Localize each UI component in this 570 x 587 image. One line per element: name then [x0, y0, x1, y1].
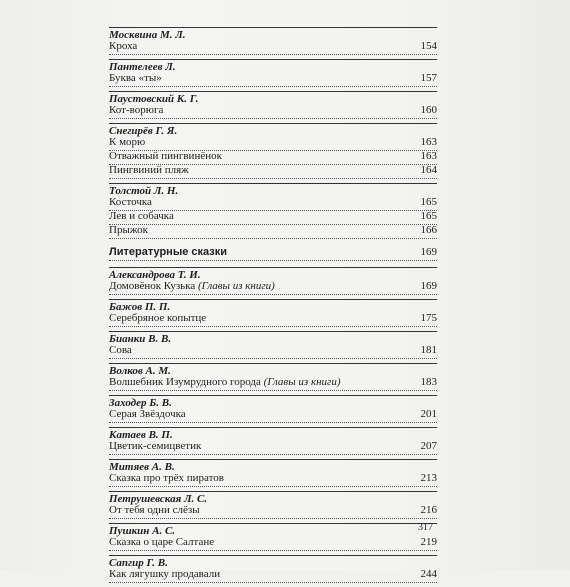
author-group: [109, 555, 437, 583]
table-of-contents: [109, 27, 437, 587]
entry-title-line: [109, 72, 162, 85]
entry-title-line: [109, 312, 206, 325]
author-name: Сапгир Г. В.: [109, 555, 437, 569]
toc-entry: [109, 211, 437, 225]
author-name: Митяев А. В.: [109, 459, 437, 473]
toc-entry: [109, 225, 437, 239]
author-name: Александрова Т. И.: [109, 267, 437, 281]
entry-title-line: [109, 344, 132, 357]
entry-title: Как лягушку продавали: [109, 568, 221, 580]
entry-note: (Главы из книги): [198, 280, 275, 292]
author-group: [109, 459, 437, 487]
entry-page: 163: [420, 136, 437, 148]
entry-title: Цветик-семицветик: [109, 440, 202, 452]
toc-entry: [109, 281, 437, 295]
entry-title-line: [109, 280, 275, 293]
entry-title-line: [109, 136, 145, 149]
entry-title-line: [109, 196, 152, 209]
author-name: Бажов П. П.: [109, 299, 437, 313]
entry-title: Серая Звёздочка: [109, 408, 186, 420]
entry-page: 175: [420, 312, 437, 324]
entry-title-line: [109, 440, 201, 453]
toc-top-groups: [109, 27, 437, 239]
author-group: [109, 395, 437, 423]
entry-page: 154: [420, 40, 437, 52]
author-name: Пушкин А. С.: [109, 523, 437, 537]
entry-title: Прыжок: [109, 224, 149, 236]
author-group: [109, 491, 437, 519]
entry-title-line: [109, 104, 163, 117]
author-group: [109, 363, 437, 391]
toc-entry: [109, 105, 437, 119]
author-name: Заходер Б. В.: [109, 395, 437, 409]
toc-entry: [109, 41, 437, 55]
entry-page: 166: [420, 224, 437, 236]
author-group: [109, 91, 437, 119]
entry-title: Серебряное копытце: [109, 312, 207, 324]
entry-title-line: [109, 408, 186, 421]
entry-title: Сказка про трёх пиратов: [109, 472, 224, 484]
author-group: [109, 331, 437, 359]
toc-entry: [109, 137, 437, 151]
entry-page: 169: [420, 280, 437, 292]
entry-title-line: [109, 536, 214, 549]
entry-title: Пингвиний пляж: [109, 164, 189, 176]
toc-entry: [109, 151, 437, 165]
toc-entry: [109, 345, 437, 359]
entry-page: 164: [420, 164, 437, 176]
author-name: Москвина М. Л.: [109, 27, 437, 41]
author-name: Бианки В. В.: [109, 331, 437, 345]
entry-title-line: [109, 224, 148, 237]
entry-title: Буква «ты»: [109, 72, 162, 84]
author-group: [109, 299, 437, 327]
entry-page: 160: [420, 104, 437, 116]
toc-entry: [109, 505, 437, 519]
entry-title: Волшебник Изумрудного города: [109, 376, 261, 388]
toc-entry: [109, 569, 437, 583]
section-title: Литературные сказки: [109, 246, 227, 258]
entry-title: Кот-ворюга: [109, 104, 164, 116]
entry-title-line: [109, 40, 137, 53]
toc-bottom-groups: [109, 267, 437, 583]
author-name: Снегирёв Г. Я.: [109, 123, 437, 137]
section-heading: [109, 247, 437, 261]
page-number: 317: [418, 522, 433, 533]
entry-page: 163: [420, 150, 437, 162]
author-group: [109, 183, 437, 239]
entry-title: Косточка: [109, 196, 152, 208]
entry-title: Отважный пингвинёнок: [109, 150, 222, 162]
entry-title-line: [109, 376, 341, 389]
entry-page: 216: [420, 504, 437, 516]
toc-entry: [109, 197, 437, 211]
toc-entry: [109, 537, 437, 551]
entry-page: 183: [420, 376, 437, 388]
entry-title: От тебя одни слёзы: [109, 504, 200, 516]
entry-page: 213: [420, 472, 437, 484]
author-name: Пантелеев Л.: [109, 59, 437, 73]
entry-page: 207: [420, 440, 437, 452]
toc-entry: [109, 165, 437, 179]
entry-title: Кроха: [109, 40, 138, 52]
toc-entry: [109, 73, 437, 87]
author-group: [109, 27, 437, 55]
entry-title: К морю: [109, 136, 146, 148]
author-group: [109, 267, 437, 295]
entry-title: Лев и собачка: [109, 210, 174, 222]
toc-entry: [109, 473, 437, 487]
author-name: Катаев В. П.: [109, 427, 437, 441]
entry-page: 165: [420, 210, 437, 222]
entry-note: (Главы из книги): [263, 376, 341, 388]
section-page: 169: [420, 246, 437, 258]
author-group: [109, 427, 437, 455]
author-group: [109, 59, 437, 87]
entry-title: Домовёнок Кузька: [109, 280, 196, 292]
author-name: Паустовский К. Г.: [109, 91, 437, 105]
entry-title-line: [109, 164, 189, 177]
entry-page: 219: [420, 536, 437, 548]
toc-entry: [109, 441, 437, 455]
entry-page: 165: [420, 196, 437, 208]
author-name: Толстой Л. Н.: [109, 183, 437, 197]
entry-page: 201: [420, 408, 437, 420]
entry-title-line: [109, 504, 200, 517]
entry-page: 244: [420, 568, 437, 580]
author-name: Волков А. М.: [109, 363, 437, 377]
author-group: [109, 123, 437, 179]
entry-page: 157: [420, 72, 437, 84]
entry-title-line: [109, 472, 224, 485]
author-name: Петрушевская Л. С.: [109, 491, 437, 505]
entry-title: Сова: [109, 344, 132, 356]
entry-title-line: [109, 210, 174, 223]
toc-entry: [109, 313, 437, 327]
entry-page: 181: [420, 344, 437, 356]
toc-entry: [109, 377, 437, 391]
author-group: [109, 523, 437, 551]
toc-entry: [109, 409, 437, 423]
entry-title: Сказка о царе Салтане: [109, 536, 215, 548]
entry-title-line: [109, 150, 222, 163]
